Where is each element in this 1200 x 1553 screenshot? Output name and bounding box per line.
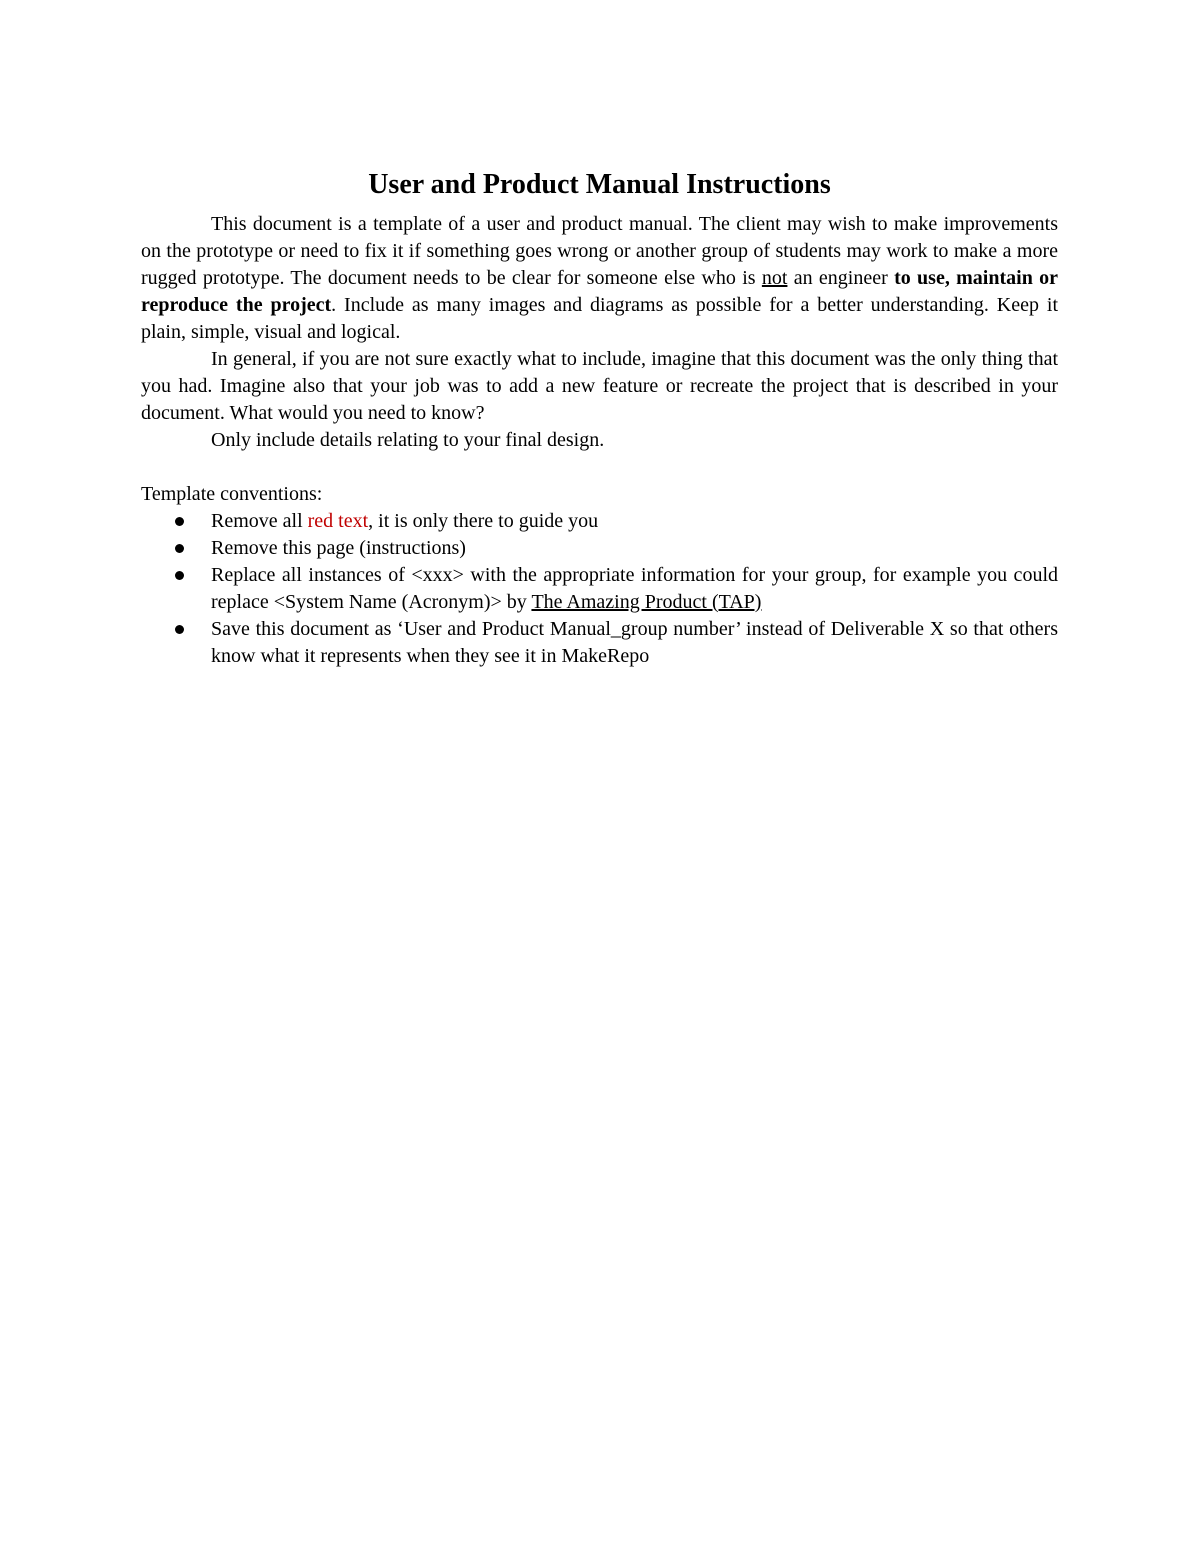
final-design-paragraph: Only include details relating to your final design.: [211, 429, 605, 451]
bullet-icon: [175, 517, 184, 526]
bullet-text: Remove this page (instructions): [211, 537, 466, 559]
intro-text-c: . Include as many images and diagrams as possible for a better understanding. Keep it plain, simple, visual and logical.: [141, 294, 1058, 343]
conventions-heading: Template conventions:: [141, 483, 323, 505]
bullet-icon: [175, 625, 184, 634]
intro-underlined-not: not: [761, 267, 788, 289]
bullet-text-b: , it is only there to guide you: [368, 510, 599, 532]
intro-bold-phrase: to use, maintain or reproduce the project: [141, 267, 1058, 316]
bullet-text-a: Remove all: [211, 510, 308, 532]
red-text-sample: red text: [307, 510, 369, 532]
list-item: [141, 508, 1058, 535]
example-product-name: The Amazing Product (TAP): [531, 591, 762, 613]
intro-paragraph: [141, 211, 1058, 346]
bullet-text-a: Replace all instances of <xxx> with the appropriate information for your group, for example you could replace <System Name (Acronym)> by: [211, 564, 1058, 613]
conventions-list: [141, 508, 1058, 670]
list-item: [141, 562, 1058, 616]
bullet-icon: [175, 544, 184, 553]
list-item: [141, 616, 1058, 670]
intro-text-a: This document is a template of a user and product manual. The client may wish to make improvements on the prototype or need to fix it if something goes wrong or another group of students may work to make a more rugged prototype. The document needs to be clear for someone else who is: [141, 213, 1058, 289]
blank-line: [141, 454, 1058, 481]
document-body: [141, 165, 1058, 670]
general-paragraph: In general, if you are not sure exactly what to include, imagine that this document was the only thing that you had. Imagine also that your job was to add a new feature or recreate the project that is described in your document. What would you need to know?: [141, 348, 1058, 424]
bullet-text: Save this document as ‘User and Product Manual_group number’ instead of Deliverable X so that others know what it represents when they see it in MakeRepo: [211, 618, 1058, 667]
bullet-icon: [175, 571, 184, 580]
intro-text-b: an engineer: [787, 267, 895, 289]
document-title: User and Product Manual Instructions: [368, 169, 831, 200]
list-item: [141, 535, 1058, 562]
